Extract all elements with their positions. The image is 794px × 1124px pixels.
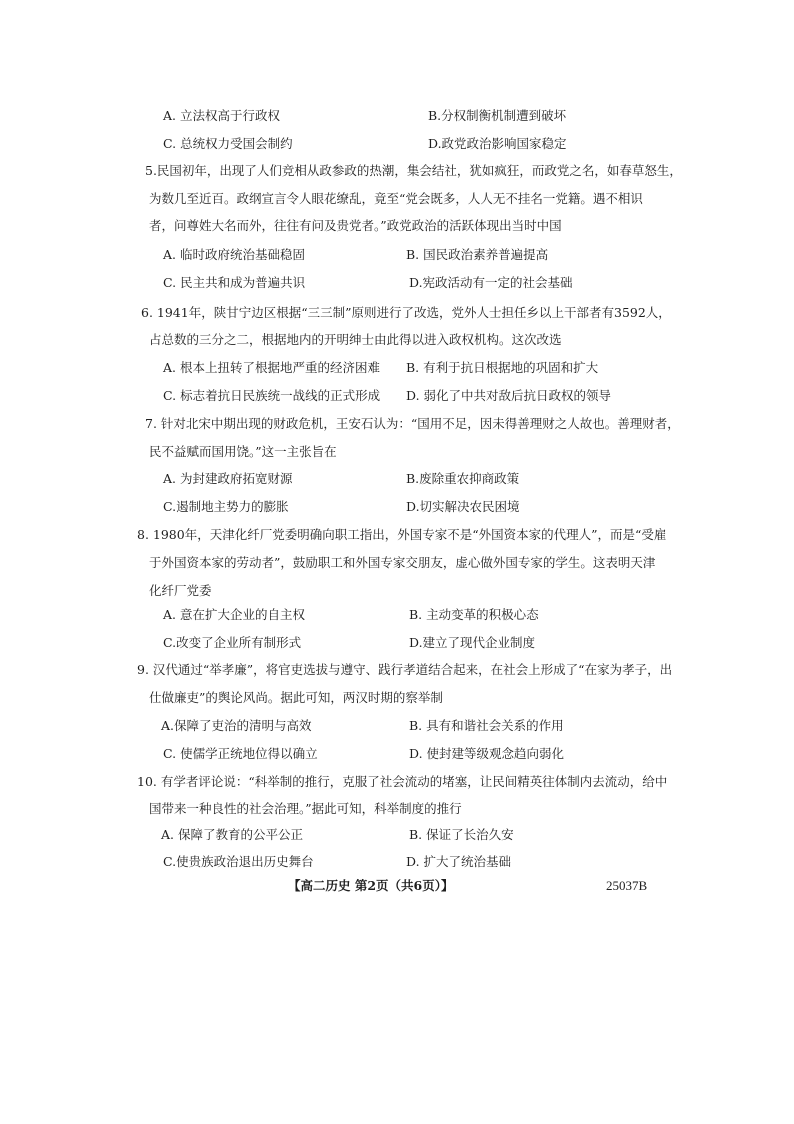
q8-option-b: B. 主动变革的积极心态 bbox=[409, 607, 539, 622]
q9-option-b: B. 具有和谐社会关系的作用 bbox=[409, 718, 564, 733]
q7-stem-line-1: 7. 针对北宋中期出现的财政危机，王安石认为：“国用不足，因未得善理财之人故也。善理财者， bbox=[145, 416, 680, 431]
q6-stem-line-1: 6. 1941年，陕甘宁边区根据“三三制”原则进行了改选，党外人士担任乡以上干部者有3592人， bbox=[141, 305, 671, 320]
q9-option-d: D. 使封建等级观念趋向弱化 bbox=[409, 746, 565, 761]
page-footer-label: 【高二历史 第2页（共6页）】 bbox=[288, 878, 454, 893]
q10-option-d: D. 扩大了统治基础 bbox=[406, 854, 512, 869]
q6-option-b: B. 有利于抗日根据地的巩固和扩大 bbox=[406, 360, 599, 375]
q7-option-b: B.废除重农抑商政策 bbox=[406, 471, 520, 486]
q6-option-d: D. 弱化了中共对敌后抗日政权的领导 bbox=[406, 388, 612, 403]
q7-stem-line-2: 民不益赋而国用饶。”这一主张旨在 bbox=[149, 444, 337, 459]
q9-option-a: A.保障了吏治的清明与高效 bbox=[161, 718, 312, 733]
q7-option-c: C.遏制地主势力的膨胀 bbox=[163, 499, 289, 514]
q10-option-a: A. 保障了教育的公平公正 bbox=[161, 827, 303, 842]
q5-option-d: D.宪政活动有一定的社会基础 bbox=[409, 275, 573, 290]
q10-option-b: B. 保证了长治久安 bbox=[409, 827, 514, 842]
q6-option-c: C. 标志着抗日民族统一战线的正式形成 bbox=[163, 388, 381, 403]
q4-option-b: B.分权制衡机制遭到破坏 bbox=[428, 108, 567, 123]
q6-option-a: A. 根本上扭转了根据地严重的经济困难 bbox=[163, 360, 380, 375]
q10-option-c: C.使贵族政治退出历史舞台 bbox=[163, 854, 314, 869]
exam-code: 25037B bbox=[606, 878, 648, 893]
q8-stem-line-2: 于外国资本家的劳动者”，鼓励职工和外国专家交朋友，虚心做外国专家的学生。这表明天津 bbox=[149, 555, 656, 570]
q9-stem-line-1: 9. 汉代通过“举孝廉”，将官吏选拔与遵守、践行孝道结合起来，在社会上形成了“在家为孝子，出 bbox=[137, 662, 673, 677]
q6-stem-line-2: 占总数的三分之二，根据地内的开明绅士由此得以进入政权机构。这次改选 bbox=[149, 332, 562, 347]
q5-stem-line-3: 者，问尊姓大名而外，往往有问及贵党者。”政党政治的活跃体现出当时中国 bbox=[149, 218, 562, 233]
q5-option-b: B. 国民政治素养普遍提高 bbox=[406, 247, 549, 262]
q7-option-d: D.切实解决农民困境 bbox=[406, 499, 520, 514]
q8-stem-line-3: 化纤厂党委 bbox=[149, 583, 212, 598]
q7-option-a: A. 为封建政府拓宽财源 bbox=[163, 471, 293, 486]
q8-option-d: D.建立了现代企业制度 bbox=[409, 635, 536, 650]
q5-option-c: C. 民主共和成为普遍共识 bbox=[163, 275, 306, 290]
q4-option-d: D.政党政治影响国家稳定 bbox=[428, 136, 567, 151]
q5-stem-line-1: 5.民国初年，出现了人们竞相从政参政的热潮，集会结社，犹如疯狂，而政党之名，如春草怒生， bbox=[145, 163, 682, 178]
q4-option-a: A. 立法权高于行政权 bbox=[163, 108, 280, 123]
q8-option-c: C.改变了企业所有制形式 bbox=[163, 635, 302, 650]
q8-stem-line-1: 8. 1980年，天津化纤厂党委明确向职工指出，外国专家不是“外国资本家的代理人”，而是“受雇 bbox=[137, 527, 667, 542]
q5-stem-line-2: 为数几至近百。政纲宣言令人眼花缭乱，竟至“党会既多，人人无不挂名一党籍。遇不相识 bbox=[149, 191, 643, 206]
q4-option-c: C. 总统权力受国会制约 bbox=[163, 136, 293, 151]
q5-option-a: A. 临时政府统治基础稳固 bbox=[163, 247, 305, 262]
q9-stem-line-2: 仕做廉吏”的舆论风尚。据此可知，两汉时期的察举制 bbox=[149, 690, 443, 705]
q10-stem-line-2: 国带来一种良性的社会治理。”据此可知，科举制度的推行 bbox=[149, 801, 462, 816]
q8-option-a: A. 意在扩大企业的自主权 bbox=[163, 607, 305, 622]
q9-option-c: C. 使儒学正统地位得以确立 bbox=[163, 746, 318, 761]
q10-stem-line-1: 10. 有学者评论说：“科举制的推行，克服了社会流动的堵塞，让民间精英往体制内去流动，给中 bbox=[137, 774, 668, 789]
